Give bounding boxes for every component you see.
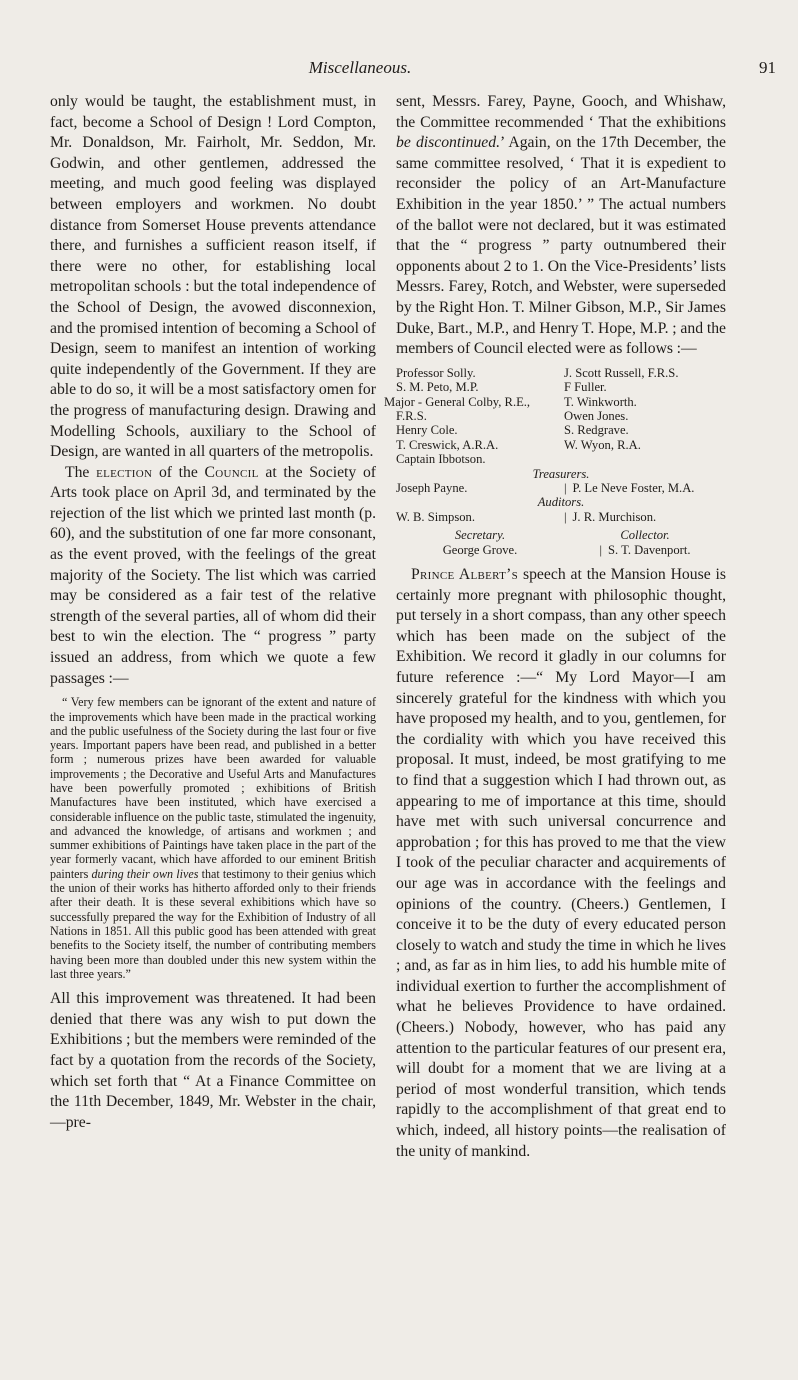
- page-number: 91: [759, 58, 776, 77]
- member-name: T. Winkworth.: [564, 394, 637, 409]
- list-item: [396, 366, 726, 380]
- auditors-heading-row: [396, 495, 726, 509]
- member-name: Captain Ibbotson.: [396, 452, 486, 467]
- text-run: that testimony to their genius which the union of their works has hitherto afforded only to their friends after their death. It is these several exhibitions which have so successfully prepared the way for the Exhibition of Industry of all Nations in 1851. All this public good has been attended with great benefits to the Society itself, the number of contributing members having been more than doubled under this new system within the last three years.”: [50, 866, 376, 981]
- member-name: Major - General Colby, R.E., F.R.S.: [384, 394, 531, 423]
- paragraph-improvement: All this improvement was threatened. It had been denied that there was any wish to put down the Exhibitions ; but the members were reminded of the fact by a quotation from the records of the Society, which set forth that “ At a Finance Committee on the 11th December, 1849, Mr. Webster in the chair,—pre-: [50, 990, 376, 1131]
- list-item: [396, 423, 726, 437]
- paragraph-schools: only would be taught, the establishment must, in fact, become a School of Design ! Lord Compton, Mr. Donaldson, Mr. Fairholt, Mr. Seddon, Mr. Godwin, and other gentlemen, addressed the meeting, and much good feeling was displayed between employers and workmen. No doubt distance from Somerset House prevents attendance there, and furnishes a sufficient reason itself, if there were no other, for establishing local metropolitan schools : but the total independence of the School of Design, the avowed disconnexion, and the promised intention of becoming a School of Design, seem to manifest an intention of working quite independently of the Government. If they are able to do so, it will be a most satisfactory omen for the progress of manufacturing design. Drawing and Modelling Schools, auxiliary to the School of Design, are wanted in all quarters of the metropolis.: [50, 93, 376, 461]
- column-divider: |: [564, 509, 567, 524]
- list-item: [396, 380, 726, 394]
- treasurers-heading: Treasurers.: [532, 466, 590, 481]
- small-caps-election: election: [96, 463, 153, 481]
- list-item: [396, 395, 726, 409]
- text-run: at the Society of Arts took place on April 3d, and terminated by the rejection of the list which we printed last month (p. 60), and the substitution of one far more consonant, as the event proved, with the feelings of the great majority of the Society. The list which was carried may be considered as a fair test of the relative strength of the several parties, all of whom did their best to win the election. The “ progress ” party issued an address, from which we quote a few passages :—: [50, 463, 377, 687]
- paragraph-election: [50, 463, 376, 690]
- member-name: W. Wyon, R.A.: [564, 437, 641, 452]
- member-name: Henry Cole.: [396, 423, 458, 438]
- member-name: T. Creswick, A.R.A.: [396, 437, 499, 452]
- treasurer-name: Joseph Payne.: [396, 480, 468, 495]
- member-name: F Fuller.: [564, 380, 607, 395]
- left-column: [50, 92, 376, 1133]
- column-divider: |: [599, 542, 603, 557]
- council-members-list: [384, 365, 726, 524]
- paragraph-committee: [396, 92, 726, 360]
- column-divider: |: [564, 480, 567, 495]
- quoted-address: [50, 695, 376, 981]
- officers-list: [396, 528, 726, 557]
- treasurer-name: P. Le Neve Foster, M.A.: [572, 480, 695, 495]
- auditor-cell: [564, 510, 726, 524]
- small-caps-prince-albert: Prince Albert’s: [411, 566, 519, 583]
- secretary-name: George Grove.: [442, 542, 518, 557]
- list-item: [396, 438, 726, 452]
- text-run: “ Very few members can be ignorant of the extent and nature of the improvements which have been made in the practical working and the public usefulness of the Society during the last four or five years. Important papers have been read, and published in a better form ; numerous prizes have been awarded for valuable improvements ; the Decorative and Useful Arts and Manufactures have been powerfully promoted ; exhibitions of British Manufactures have been instituted, which have exercised a considerable influence on the public taste, stimulated the ingenuity, and advanced the knowledge, of artisans and workmen ; and summer exhibitions of Paintings have taken place in the part of the year formerly vacant, which have afforded to our eminent British painters: [50, 695, 376, 881]
- text-run: ’ Again, on the 17th December, the same committee resolved, ‘ That it is expedient to reconsider the policy of an Art-Manufacture Exhibition in the year 1850.’ ” The actual numbers of the ballot were not declared, but it was estimated that the “ progress ” party outnumbered their opponents about 2 to 1. On the Vice-Presidents’ lists Messrs. Farey, Rotch, and Webster, were superseded by the Right Hon. T. Milner Gibson, M.P., Sir James Duke, Bart., M.P., and Henry T. Hope, M.P. ; and the members of Council elected were as follows :—: [396, 134, 726, 358]
- auditors-heading: Auditors.: [537, 495, 585, 510]
- text-run: speech at the Mansion House is certainly more pregnant with philosophic thought, put tersely in a short compass, than any other speech which has been made on the subject of the Exhibition. We record it gladly in our columns for future reference :—“ My Lord Mayor—I am sincerely grateful for the kindness with which you have proposed my health, and to you, gentlemen, for the cordiality with which you have received this proposal. It must, indeed, be most gratifying to me to find that a suggestion which I had thrown out, as appearing to me of importance at this time, should have met with such universal concurrence and approbation ; for this has proved to me that the view I took of the peculiar character and acquirements of our age was in accordance with the feelings and opinions of the country. (Cheers.) Gentlemen, I conceive it to be the duty of every educated person closely to watch and study the time in which he lives ; and, as far as in him lies, to add his humble mite of individual exertion to further the accomplishment of what he believes Providence to have ordained. (Cheers.) Nobody, however, who has paid any attention to the particular features of our present era, will doubt for a moment that we are living at a period of most wonderful transition, which tends rapidly to the accomplishment of that great end to which, indeed, all history points—the realisation of the unity of mankind.: [396, 566, 727, 1160]
- member-name: Owen Jones.: [564, 408, 629, 423]
- treasurers-heading-row: [396, 467, 726, 481]
- small-caps-council: Council: [204, 463, 259, 481]
- treasurer-cell: [564, 481, 726, 495]
- officers-heading-row: [396, 528, 726, 542]
- member-name: [564, 452, 726, 466]
- collector-cell: [564, 543, 726, 557]
- member-name: J. Scott Russell, F.R.S.: [564, 365, 679, 380]
- list-item: [396, 481, 726, 495]
- running-head: Miscellaneous.: [308, 58, 412, 77]
- text-run: sent, Messrs. Farey, Payne, Gooch, and Whishaw, the Committee recommended ‘ That the exhibitions: [396, 93, 726, 131]
- member-name: S. Redgrave.: [564, 423, 629, 438]
- list-item: [396, 510, 726, 524]
- collector-heading: Collector.: [620, 528, 670, 543]
- member-name: Professor Solly.: [396, 365, 476, 380]
- collector-name: S. T. Davenport.: [608, 542, 691, 557]
- text-run: of the: [158, 463, 198, 481]
- right-column: [384, 92, 727, 1162]
- italic-phrase: during their own lives: [91, 866, 199, 881]
- paragraph-prince-albert: [396, 565, 726, 1162]
- text-run: The: [65, 463, 90, 481]
- list-item: [396, 452, 726, 466]
- member-name: S. M. Peto, M.P.: [396, 380, 479, 395]
- secretary-heading: Secretary.: [454, 528, 506, 543]
- auditor-name: J. R. Murchison.: [572, 509, 657, 524]
- list-item: [396, 543, 726, 557]
- italic-phrase: be discontinued.: [396, 134, 501, 152]
- auditor-name: W. B. Simpson.: [396, 509, 475, 524]
